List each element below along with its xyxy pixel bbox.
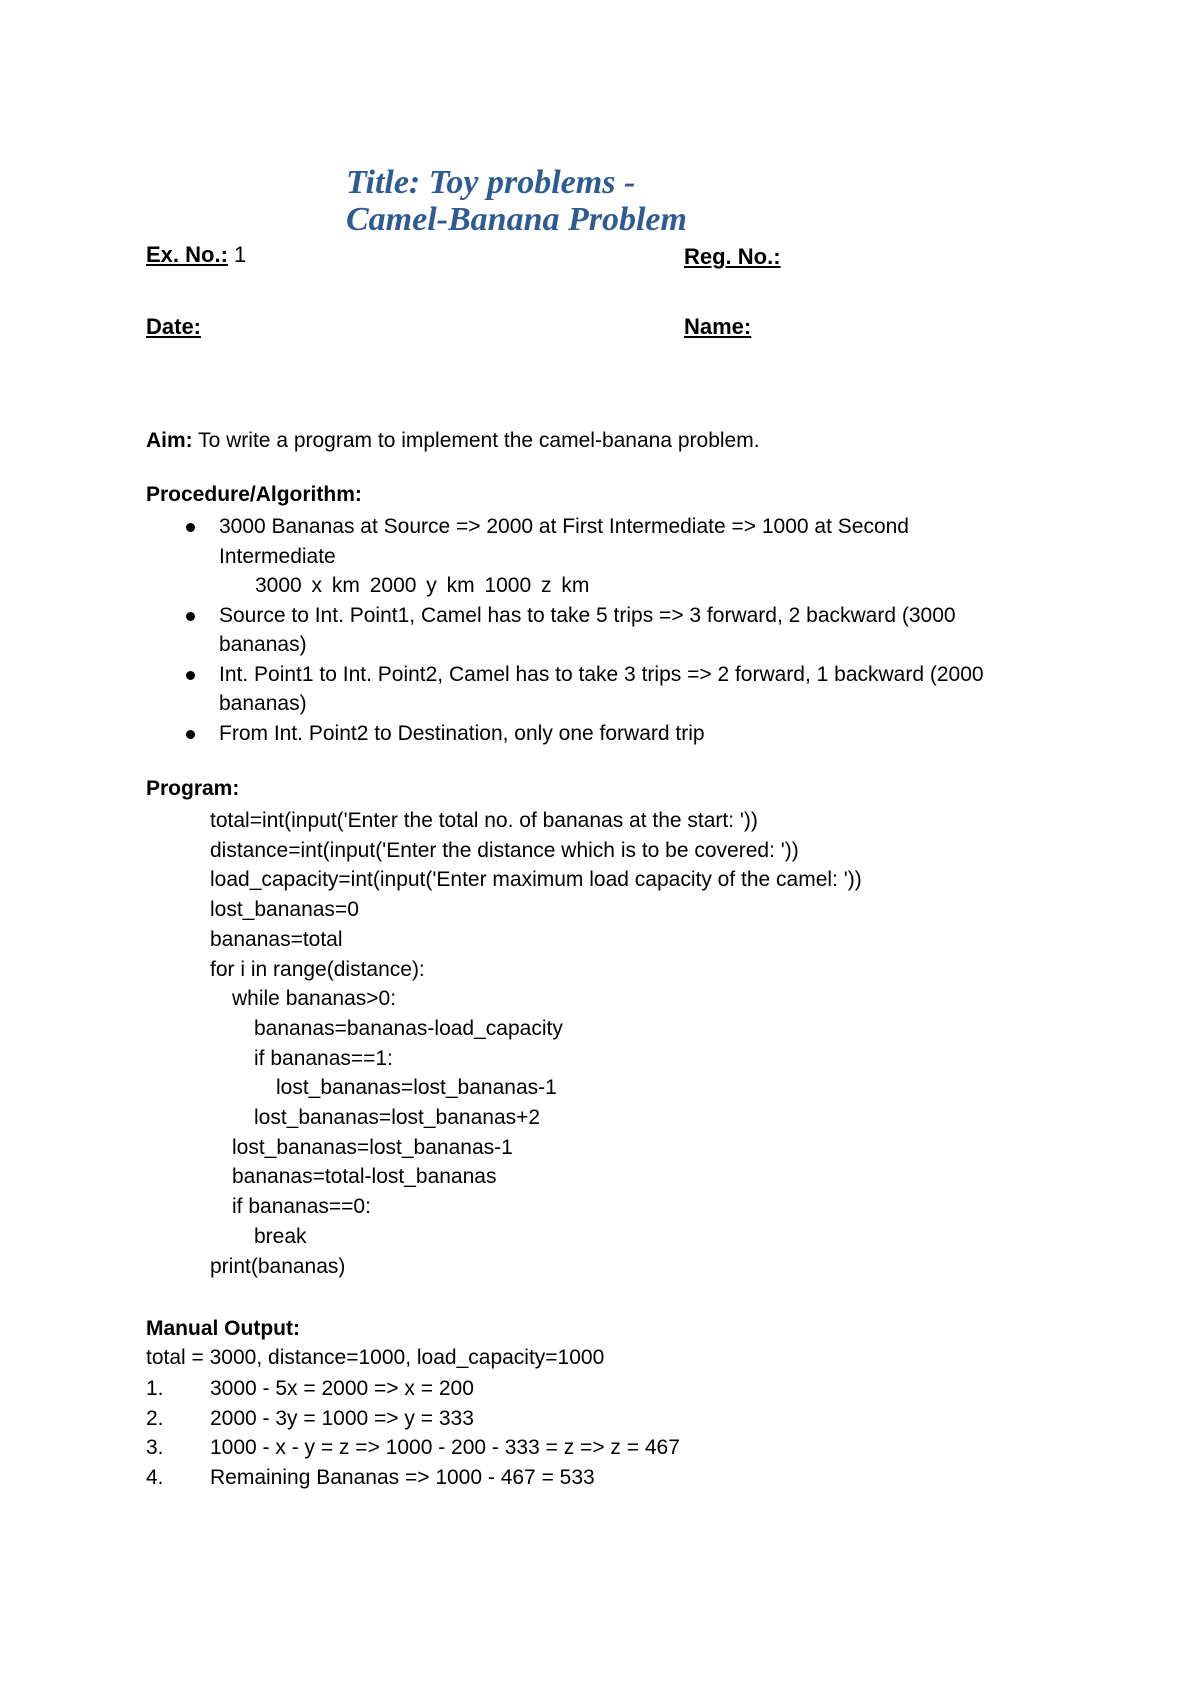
date-label: Date: <box>146 314 202 339</box>
manual-output-heading: Manual Output: <box>146 1317 300 1340</box>
bullet-icon <box>186 671 195 680</box>
bullet-2-line-2: bananas) <box>219 633 307 656</box>
list-item <box>146 1404 680 1434</box>
name-field <box>684 314 751 340</box>
step-text: 1000 - x - y = z => 1000 - 200 - 333 = z => z = 467 <box>210 1436 680 1460</box>
title-line-2: Camel-Banana Problem <box>346 201 687 238</box>
manual-output-steps <box>146 1374 680 1493</box>
step-number: 2. <box>146 1406 164 1430</box>
step-text: 3000 - 5x = 2000 => x = 200 <box>210 1377 474 1400</box>
step-number: 1. <box>146 1377 164 1400</box>
step-text: 2000 - 3y = 1000 => y = 333 <box>210 1406 474 1430</box>
procedure-heading: Procedure/Algorithm: <box>146 483 362 506</box>
bullet-icon <box>186 612 195 621</box>
reg-no-field <box>684 244 781 270</box>
manual-output-params: total = 3000, distance=1000, load_capacity=1000 <box>146 1346 605 1369</box>
ex-no-label: Ex. No.: <box>146 242 228 267</box>
list-item <box>146 1463 680 1493</box>
ex-no-value: 1 <box>227 242 247 267</box>
code-line: lost_bananas=lost_bananas-1 <box>276 1076 557 1100</box>
code-line: if bananas==1: <box>254 1046 393 1070</box>
bullet-1-line-1: 3000 Bananas at Source => 2000 at First Intermediate => 1000 at Second <box>219 515 909 538</box>
code-line: lost_bananas=lost_bananas+2 <box>254 1106 541 1130</box>
code-line: lost_bananas=0 <box>210 898 359 922</box>
bullet-3-line-1: Int. Point1 to Int. Point2, Camel has to take 3 trips => 2 forward, 1 backward (2000 <box>219 662 984 686</box>
ex-no-field <box>146 242 246 268</box>
step-text: Remaining Bananas => 1000 - 467 = 533 <box>210 1466 595 1490</box>
code-line: while bananas>0: <box>232 987 397 1011</box>
bullet-1-line-3: 3000 x km 2000 y km 1000 z km <box>255 574 590 597</box>
code-line: if bananas==0: <box>232 1195 371 1219</box>
document-title <box>346 164 687 238</box>
code-line: total=int(input('Enter the total no. of bananas at the start: ')) <box>210 809 758 832</box>
bullet-4-line-1: From Int. Point2 to Destination, only one forward trip <box>219 721 705 745</box>
list-item <box>146 512 1046 601</box>
list-item <box>146 601 1046 660</box>
list-item <box>146 1374 680 1404</box>
program-heading: Program: <box>146 777 240 800</box>
bullet-icon <box>186 730 195 739</box>
aim-line <box>146 428 760 454</box>
program-code <box>210 806 862 1281</box>
date-field <box>146 314 201 340</box>
list-item <box>146 660 1046 719</box>
code-line: bananas=bananas-load_capacity <box>254 1016 563 1040</box>
procedure-list <box>146 512 1046 748</box>
step-number: 4. <box>146 1466 164 1490</box>
name-label: Name: <box>684 314 752 339</box>
code-line: bananas=total-lost_bananas <box>232 1165 497 1189</box>
code-line: break <box>254 1224 307 1248</box>
code-line: lost_bananas=lost_bananas-1 <box>232 1135 513 1159</box>
step-number: 3. <box>146 1436 164 1460</box>
code-line: load_capacity=int(input('Enter maximum load capacity of the camel: ')) <box>210 868 862 892</box>
bullet-icon <box>186 523 195 532</box>
bullet-3-line-2: bananas) <box>219 692 307 715</box>
aim-label: Aim: <box>146 429 193 452</box>
aim-text: To write a program to implement the camel-banana problem. <box>192 429 760 452</box>
code-line: for i in range(distance): <box>210 957 425 981</box>
list-item <box>146 1433 680 1463</box>
reg-no-label: Reg. No.: <box>684 244 781 269</box>
title-line-1: Title: Toy problems - <box>346 164 636 201</box>
code-line: bananas=total <box>210 927 343 951</box>
bullet-2-line-1: Source to Int. Point1, Camel has to take 5 trips => 3 forward, 2 backward (3000 <box>219 603 956 627</box>
code-line: distance=int(input('Enter the distance which is to be covered: ')) <box>210 838 799 862</box>
code-line: print(bananas) <box>210 1254 346 1278</box>
bullet-1-line-2: Intermediate <box>219 544 336 568</box>
list-item <box>146 719 1046 749</box>
